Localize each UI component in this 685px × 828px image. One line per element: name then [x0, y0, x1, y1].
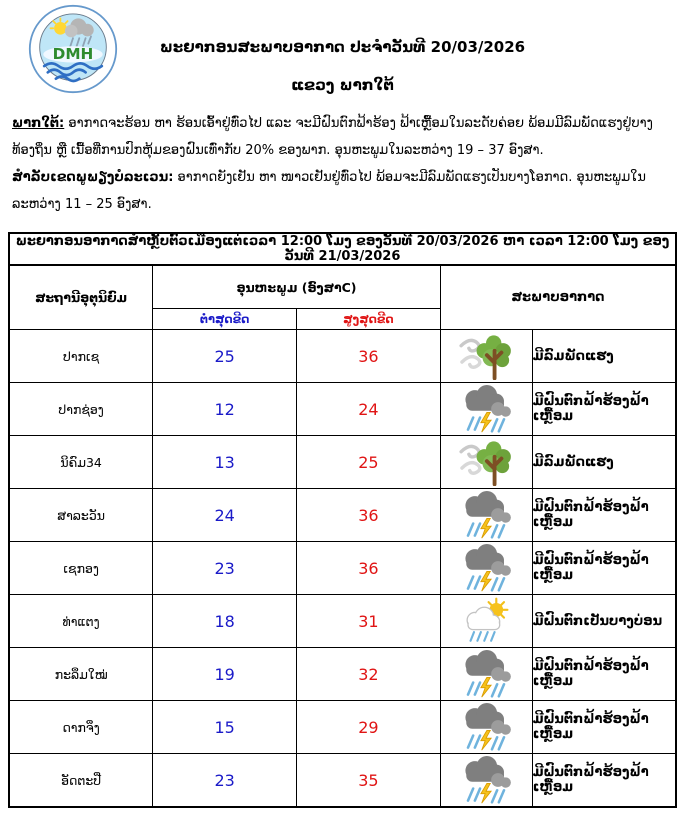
condition-cell: ມີຝົນຕົກເປັນບາງບ່ອນ	[532, 595, 676, 648]
weather-icon-cell	[440, 701, 532, 754]
max-temp-cell: 36	[297, 489, 441, 542]
station-cell: ສາລະວັນ	[9, 489, 153, 542]
condition-cell: ມີຝົນຕົກຟ້າຮ້ອງຟ້າເຫຼື້ອມ	[532, 383, 676, 436]
header-station: ສະຖານີອຸຕຸນິຍົມ	[9, 265, 153, 330]
forecast-period-caption: ພະຍາກອນອາກາດສໍາຫຼັບຕົວເມືອງແຕ່ເວລາ 12:00 ໂມງ ຂອງວັນທີ 20/03/2026 ຫາ ເວລາ 12:00 ໂມງ ຂອງວັນທີ 21/03/2026	[9, 233, 676, 265]
weather-icon	[457, 650, 515, 698]
max-temp-cell: 32	[297, 648, 441, 701]
table-row	[9, 383, 676, 436]
weather-icon-cell	[440, 436, 532, 489]
page-subtitle: ແຂວງ ພາກໃຕ້	[291, 76, 394, 94]
condition-cell: ມີຝົນຕົກຟ້າຮ້ອງຟ້າເຫຼື້ອມ	[532, 489, 676, 542]
min-temp-cell: 19	[153, 648, 297, 701]
header-min-temp: ຕໍ່າສຸດຂີດ	[153, 309, 297, 330]
page-title: ພະຍາກອນສະພາບອາກາດ ປະຈໍາວັນທີ 20/03/2026	[159, 38, 526, 56]
summary-paragraph-plateau	[12, 164, 672, 218]
condition-cell: ມີລົມພັດແຮງ	[532, 436, 676, 489]
table-row	[9, 595, 676, 648]
forecast-summary	[12, 110, 672, 218]
min-temp-cell: 23	[153, 754, 297, 808]
forecast-table	[8, 232, 677, 808]
condition-cell: ມີຝົນຕົກຟ້າຮ້ອງຟ້າເຫຼື້ອມ	[532, 648, 676, 701]
station-cell: ປາກຊ່ອງ	[9, 383, 153, 436]
table-row	[9, 489, 676, 542]
station-cell: ອັດຕະປື	[9, 754, 153, 808]
min-temp-cell: 18	[153, 595, 297, 648]
weather-icon	[457, 597, 515, 645]
weather-icon-cell	[440, 595, 532, 648]
summary-text-plateau: ອາກາດຍັງເຢັນ ຫາ ໜາວເຢັນຢູ່ທົ່ວໄປ ພ້ອມຈະມີລົມພັດແຮງເປັນບາງໂອກາດ. ອຸນຫະພູມໃນລະຫວ່າງ 11 – 25 ອົງສາ.	[12, 170, 646, 212]
weather-icon-cell	[440, 489, 532, 542]
max-temp-cell: 36	[297, 330, 441, 383]
weather-icon	[457, 332, 515, 380]
min-temp-cell: 24	[153, 489, 297, 542]
table-row	[9, 436, 676, 489]
min-temp-cell: 13	[153, 436, 297, 489]
svg-text:DMH: DMH	[52, 44, 94, 63]
station-cell: ປາກເຊ	[9, 330, 153, 383]
station-cell: ດາກຈຶງ	[9, 701, 153, 754]
header-max-temp: ສູງສຸດຂີດ	[297, 309, 441, 330]
station-cell: ທ່າແຕງ	[9, 595, 153, 648]
max-temp-cell: 36	[297, 542, 441, 595]
weather-icon	[457, 438, 515, 486]
weather-icon	[457, 703, 515, 751]
table-row	[9, 648, 676, 701]
station-cell: ກະລຶມໃໝ່	[9, 648, 153, 701]
weather-icon-cell	[440, 542, 532, 595]
table-header-row	[9, 265, 676, 309]
weather-icon	[457, 756, 515, 804]
min-temp-cell: 15	[153, 701, 297, 754]
header-temperature: ອຸນຫະພູມ (ອົງສາC)	[153, 265, 441, 309]
weather-icon	[457, 385, 515, 433]
weather-icon-cell	[440, 383, 532, 436]
table-row	[9, 330, 676, 383]
summary-label-south: ພາກໃຕ້:	[12, 116, 65, 131]
summary-label-plateau: ສໍາລັບເຂດພູພຽງບໍລະເວນ:	[12, 170, 174, 185]
station-cell: ເຊກອງ	[9, 542, 153, 595]
header-condition: ສະພາບອາກາດ	[440, 265, 676, 330]
weather-icon	[457, 491, 515, 539]
condition-cell: ມີຝົນຕົກຟ້າຮ້ອງຟ້າເຫຼື້ອມ	[532, 754, 676, 808]
table-row	[9, 542, 676, 595]
min-temp-cell: 25	[153, 330, 297, 383]
max-temp-cell: 35	[297, 754, 441, 808]
min-temp-cell: 23	[153, 542, 297, 595]
min-temp-cell: 12	[153, 383, 297, 436]
summary-paragraph-south	[12, 110, 672, 164]
table-row	[9, 754, 676, 808]
weather-icon	[457, 544, 515, 592]
weather-icon-cell	[440, 754, 532, 808]
condition-cell: ມີຝົນຕົກຟ້າຮ້ອງຟ້າເຫຼື້ອມ	[532, 542, 676, 595]
table-caption-row	[9, 233, 676, 265]
max-temp-cell: 25	[297, 436, 441, 489]
weather-icon-cell	[440, 648, 532, 701]
condition-cell: ມີລົມພັດແຮງ	[532, 330, 676, 383]
max-temp-cell: 29	[297, 701, 441, 754]
table-row	[9, 701, 676, 754]
condition-cell: ມີຝົນຕົກຟ້າຮ້ອງຟ້າເຫຼື້ອມ	[532, 701, 676, 754]
weather-icon-cell	[440, 330, 532, 383]
station-cell: ນິຄົມ34	[9, 436, 153, 489]
max-temp-cell: 31	[297, 595, 441, 648]
max-temp-cell: 24	[297, 383, 441, 436]
summary-text-south: ອາກາດຈະຮ້ອນ ຫາ ຮ້ອນເອົ້າຢູ່ທົ່ວໄປ ແລະ ຈະມີຝົນຕົກຟ້າຮ້ອງ ຟ້າເຫຼື້ອມໃນລະດັບຄ່ອຍ ພ້ອມມີລົມພັດແຮງຢູ່ບາງທ້ອງຖິ່ນ ຫຼື ເນື້ອທີ່ການປົກຫຸ້ມຂອງຝົນເທົ່າກັບ 20% ຂອງພາກ. ອຸນຫະພູມໃນລະຫວ່າງ 19 – 37 ອົງສາ.	[12, 116, 653, 158]
